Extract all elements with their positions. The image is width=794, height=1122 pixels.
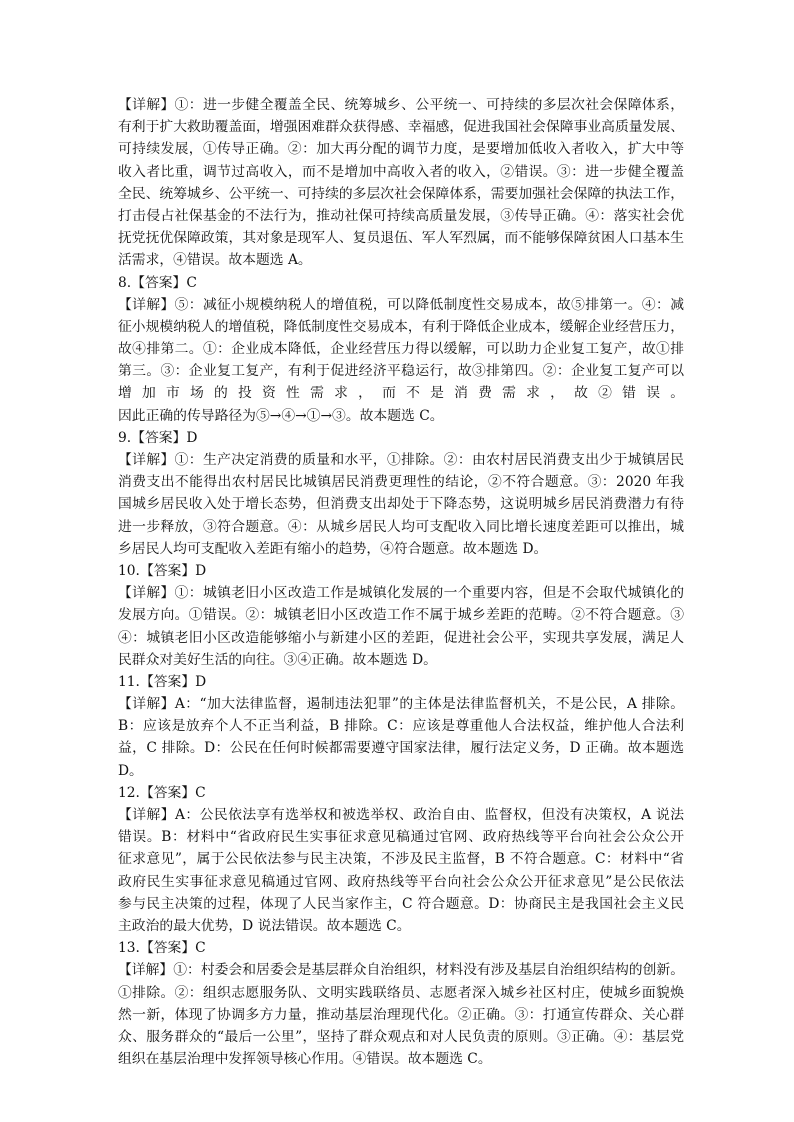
explanation-paragraph [118, 94, 684, 272]
text-line: 益，C 排除。D：公民在任何时候都需要遵守国家法律，履行法定义务，D 正确。故本题选 [118, 740, 684, 757]
text-line: ①排除。②：组织志愿服务队、文明实践联络员、志愿者深入城乡社区村庄，使城乡面貌焕 [118, 984, 684, 1001]
text-line: 故④排第二。①：企业成本降低，企业经营压力得以缓解，可以助力企业复工复产，故①排 [118, 341, 684, 358]
text-line: 发展方向。①错误。②：城镇老旧小区改造工作不属于城乡差距的范畴。②不符合题意。③ [118, 607, 684, 624]
answer-heading [118, 272, 684, 294]
text-line: 众、服务群众的“最后一公里”，坚持了群众观点和对人民负责的原则。③正确。④：基层党 [118, 1028, 684, 1045]
text-line: 10.【答案】D [118, 562, 207, 579]
text-line: ④：城镇老旧小区改造能够缩小与新建小区的差距，促进社会公平，实现共享发展，满足人 [118, 629, 684, 646]
answer-heading [118, 671, 684, 693]
text-line: 【详解】①：生产决定消费的质量和水平，①排除。②：由农村居民消费支出少于城镇居民 [118, 452, 684, 468]
text-line: 12.【答案】C [118, 784, 206, 801]
text-line: 消费支出不能得出农村居民比城镇居民消费更理性的结论，②不符合题意。③：2020 年我 [118, 474, 684, 491]
text-line: 13.【答案】C [118, 940, 206, 957]
answer-heading [118, 560, 684, 582]
text-line: 9.【答案】D [118, 429, 198, 446]
answer-heading [118, 427, 684, 449]
explanation-paragraph [118, 959, 684, 1070]
text-line: 抚党抚优保障政策，其对象是现军人、复员退伍、军人军烈属，而不能够保障贫困人口基本生 [118, 230, 684, 247]
text-line: 8.【答案】C [118, 274, 197, 291]
text-line: 【详解】A：“加大法律监督，遏制违法犯罪”的主体是法律监督机关，不是公民，A 排除。 [118, 696, 684, 713]
text-line: 然一新，体现了协调多方力量，推动基层治理现代化。②正确。③：打通宣传群众、关心群 [118, 1006, 684, 1023]
text-line: D。 [118, 762, 143, 779]
explanation-paragraph [118, 693, 684, 782]
answer-heading [118, 782, 684, 804]
text-line: 主政治的最大优势，D 说法错误。故本题选 C。 [118, 917, 411, 934]
text-line: 增加市场的投资性需求，而不是消费需求，故②错误。 [118, 385, 684, 402]
text-line: 【详解】①：村委会和居委会是基层群众自治组织，材料没有涉及基层自治组织结构的创新。 [118, 962, 684, 979]
text-line: 因此正确的传导路径为⑤→④→①→③。故本题选 C。 [118, 407, 444, 424]
text-line: 有利于扩大救助覆盖面，增强困难群众获得感、幸福感，促进我国社会保障事业高质量发展、 [118, 119, 684, 136]
document-body [118, 94, 684, 1070]
text-line: 组织在基层治理中发挥领导核心作用。④错误。故本题选 C。 [118, 1051, 492, 1068]
text-line: 【详解】A：公民依法享有选举权和被选举权、政治自由、监督权，但没有决策权，A 说法 [118, 807, 684, 823]
text-line: 进一步释放，③符合题意。④：从城乡居民人均可支配收入同比增长速度差距可以推出，城 [118, 518, 684, 535]
text-line: 活需求，④错误。故本题选 A。 [118, 252, 312, 269]
text-line: 【详解】①：城镇老旧小区改造工作是城镇化发展的一个重要内容，但是不会取代城镇化的 [118, 585, 684, 602]
text-line: 可持续发展，①传导正确。②：加大再分配的调节力度，是要增加低收入者收入，扩大中等 [118, 141, 684, 158]
text-line: 民群众对美好生活的向往。③④正确。故本题选 D。 [118, 651, 437, 668]
explanation-paragraph [118, 294, 684, 427]
text-line: 打击侵占社保基金的不法行为，推动社保可持续高质量发展，③传导正确。④：落实社会优 [118, 207, 684, 224]
text-line: 征求意见”，属于公民依法参与民主决策，不涉及民主监督，B 不符合题意。C：材料中“省 [118, 851, 684, 868]
text-line: 国城乡居民收入处于增长态势，但消费支出却处于下降态势，这说明城乡居民消费潜力有待 [118, 496, 684, 513]
answer-heading [118, 937, 684, 959]
text-line: B：应该是放弃个人不正当利益，B 排除。C：应该是尊重他人合法权益，维护他人合法利 [118, 718, 684, 735]
text-line: 11.【答案】D [118, 673, 207, 690]
explanation-paragraph [118, 582, 684, 671]
text-line: 乡居民人均可支配收入差距有缩小的趋势，④符合题意。故本题选 D。 [118, 540, 548, 557]
text-line: 【详解】⑤：减征小规模纳税人的增值税，可以降低制度性交易成本，故⑤排第一。④：减 [118, 296, 684, 313]
text-line: 收入者比重，调节过高收入，而不是增加中高收入者的收入，②错误。③：进一步健全覆盖 [118, 163, 684, 180]
text-line: 第三。③：企业复工复产，有利于促进经济平稳运行，故③排第四。②：企业复工复产可以 [118, 363, 684, 380]
explanation-paragraph [118, 449, 684, 560]
text-line: 错误。B：材料中“省政府民生实事征求意见稿通过官网、政府热线等平台向社会公众公开 [118, 829, 684, 846]
explanation-paragraph [118, 804, 684, 937]
text-line: 全民、统筹城乡、公平统一、可持续的多层次社会保障体系，需要加强社会保障的执法工作， [118, 185, 684, 202]
text-line: 参与民主决策的过程，体现了人民当家作主，C 符合题意。D：协商民主是我国社会主义民 [118, 895, 684, 912]
text-line: 征小规模纳税人的增值税，降低制度性交易成本，有利于降低企业成本，缓解企业经营压力， [118, 318, 684, 335]
text-line: 政府民生实事征求意见稿通过官网、政府热线等平台向社会公众公开征求意见”是公民依法 [118, 873, 684, 890]
text-line: 【详解】①：进一步健全覆盖全民、统筹城乡、公平统一、可持续的多层次社会保障体系， [118, 97, 684, 113]
